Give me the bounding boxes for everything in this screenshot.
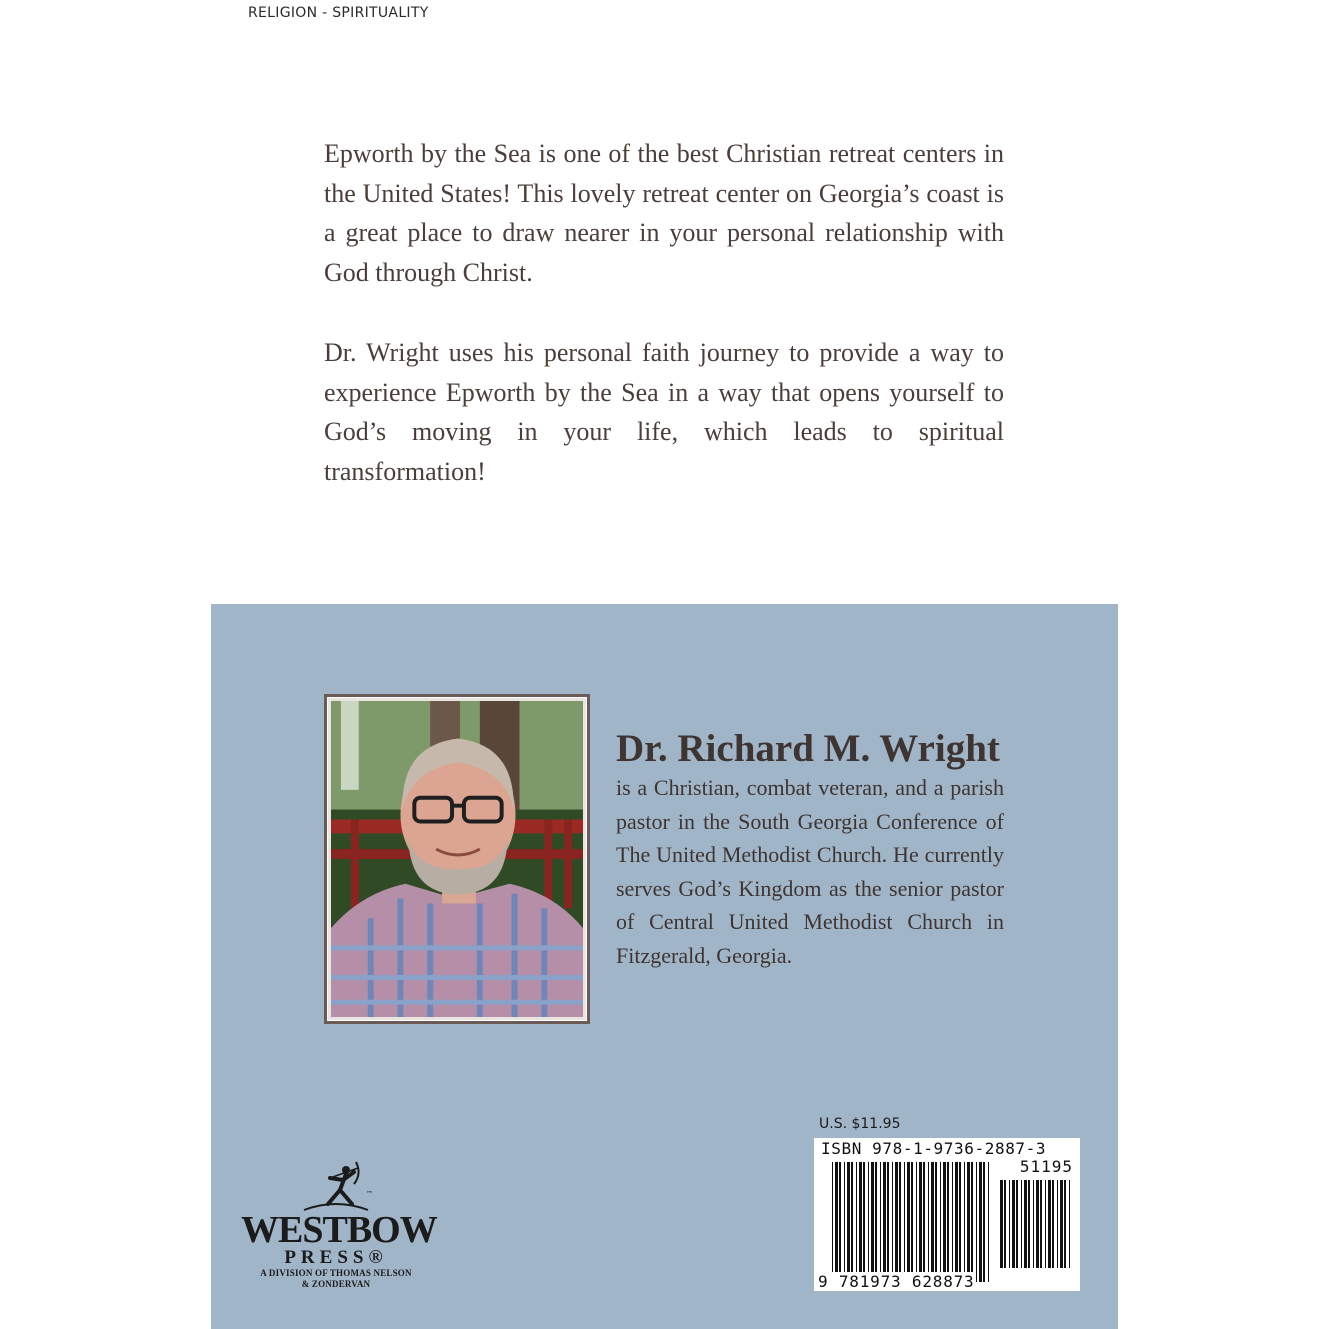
ean-digits: 9 781973 628873 [818,1272,975,1291]
price-label: U.S. $11.95 [819,1116,901,1132]
author-bio: is a Christian, combat veteran, and a parish pastor in the South Georgia Conference of The United Methodist Church. He currently serves God’s Kingdom as the senior pastor of Central United Methodist Church in Fitzgerald, Georgia. [616,775,1004,968]
author-panel [211,604,1118,1329]
blurb-paragraph: Dr. Wright uses his personal faith journey to provide a way to experience Epworth by the Sea in a way that opens yourself to God’s moving in your life, which leads to spiritual transformation! [324,337,1004,486]
price-code: 51195 [1019,1157,1073,1176]
publisher-name: WESTBOW [241,1209,437,1251]
barcode [814,1138,1080,1291]
publisher-press: PRESS® [284,1247,388,1268]
isbn-label: ISBN 978-1-9736-2887-3 [821,1139,1047,1158]
author-name: Dr. Richard M. Wright [616,727,1000,770]
back-cover-blurb [324,134,1004,532]
blurb-paragraph: Epworth by the Sea is one of the best Christian retreat centers in the United States! This lovely retreat center on Georgia’s coast is a great place to draw nearer in your personal relationship with God through Christ. [324,139,1004,288]
category-label: RELIGION - SPIRITUALITY [248,5,429,21]
archer-icon [296,1160,376,1214]
trademark-mark: ™ [366,1190,373,1198]
author-photo [324,694,590,1024]
publisher-logo [241,1160,437,1290]
barcode-bars [814,1138,1080,1291]
publisher-division: A DIVISION OF THOMAS NELSON [260,1268,412,1278]
publisher-imprint: & ZONDERVAN [301,1279,371,1289]
author-photo-image [331,701,583,1017]
